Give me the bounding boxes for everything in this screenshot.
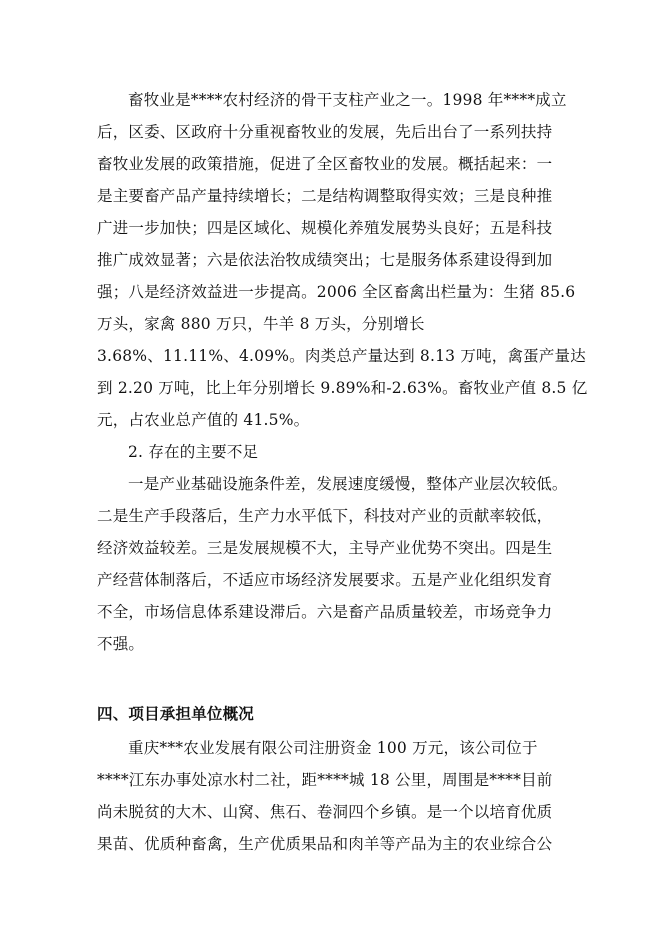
paragraph-line: 不强。 (97, 635, 145, 653)
paragraph-line: 畜牧业发展的政策措施，促进了全区畜牧业的发展。概括起来：一 (97, 155, 553, 173)
paragraph-line: 二是生产手段落后，生产力水平低下，科技对产业的贡献率较低， (97, 507, 553, 525)
paragraph-line: 后，区委、区政府十分重视畜牧业的发展，先后出台了一系列扶持 (97, 123, 553, 141)
paragraph-line: 不全，市场信息体系建设滞后。六是畜产品质量较差，市场竞争力 (97, 603, 553, 621)
paragraph-line: 一是产业基础设施条件差，发展速度缓慢，整体产业层次较低。 (128, 475, 568, 493)
paragraph-line: 畜牧业是****农村经济的骨干支柱产业之一。1998 年****成立 (128, 91, 567, 109)
paragraph-line: 重庆***农业发展有限公司注册资金 100 万元，该公司位于 (128, 739, 538, 757)
paragraph-line: 到 2.20 万吨，比上年分别增长 9.89%和-2.63%。畜牧业产值 8.5 亿 (97, 379, 588, 397)
paragraph-line: 元，占农业总产值的 41.5%。 (97, 411, 310, 429)
paragraph-line: 3.68%、11.11%、4.09%。肉类总产量达到 8.13 万吨，禽蛋产量达 (97, 347, 586, 365)
paragraph-line: 万头，家禽 880 万只，牛羊 8 万头，分别增长 (97, 315, 425, 333)
paragraph-line: 推广成效显著；六是依法治牧成绩突出；七是服务体系建设得到加 (97, 251, 553, 269)
paragraph-line: 尚未脱贫的大木、山窝、焦石、卷洞四个乡镇。是一个以培育优质 (97, 803, 553, 821)
paragraph-line: ****江东办事处凉水村二社，距****城 18 公里，周围是****目前 (97, 771, 553, 789)
paragraph-line: 产经营体制落后，不适应市场经济发展要求。五是产业化组织发育 (97, 571, 553, 589)
paragraph-line: 广进一步加快；四是区域化、规模化养殖发展势头良好；五是科技 (97, 219, 553, 237)
paragraph-line: 经济效益较差。三是发展规模不大，主导产业优势不突出。四是生 (97, 539, 553, 557)
subheading: 2. 存在的主要不足 (128, 443, 259, 461)
paragraph-line: 果苗、优质种畜禽，生产优质果品和肉羊等产品为主的农业综合公 (97, 835, 553, 853)
section-heading: 四、项目承担单位概况 (97, 705, 255, 723)
paragraph-line: 是主要畜产品产量持续增长；二是结构调整取得实效；三是良种推 (97, 187, 553, 205)
paragraph-line: 强；八是经济效益进一步提高。2006 全区畜禽出栏量为：生猪 85.6 (97, 283, 576, 301)
